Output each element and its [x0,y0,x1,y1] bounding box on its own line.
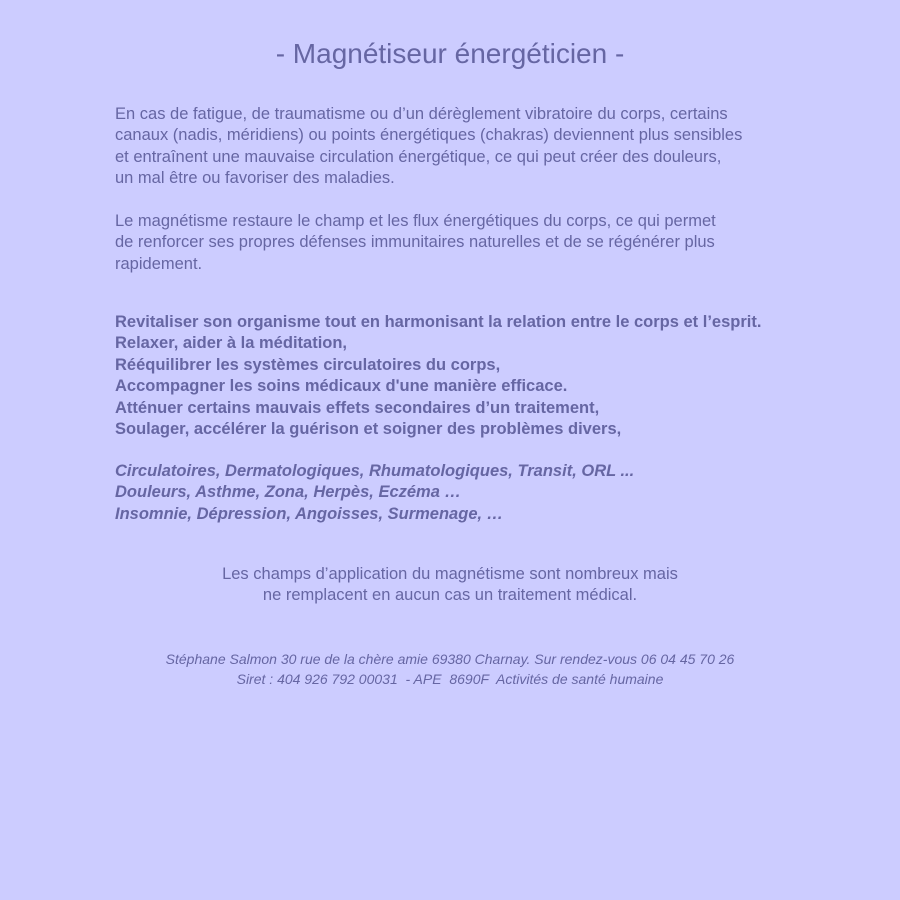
condition-item: Douleurs, Asthme, Zona, Herpès, Eczéma … [115,483,461,502]
intro-line: et entraînent une mauvaise circulation énergétique, ce qui peut créer des douleurs, [115,147,722,166]
footer [0,649,900,689]
benefit-item: Atténuer certains mauvais effets secondaires d’un traitement, [115,398,600,417]
footer-address: Stéphane Salmon 30 rue de la chère amie 69380 Charnay. Sur rendez-vous 06 04 45 70 26 [165,651,735,667]
condition-item: Circulatoires, Dermatologiques, Rhumatologiques, Transit, ORL ... [115,462,635,480]
footer-siret: Siret : 404 926 792 00031 - APE 8690F Activités de santé humaine [236,671,664,687]
notice-line: Les champs d’application du magnétisme sont nombreux mais [222,565,678,583]
magnetisme-paragraph [115,211,885,275]
page-title: - Magnétiseur énergéticien - [275,38,625,69]
conditions-list [115,461,885,525]
notice-line: ne remplacent en aucun cas un traitement médical. [262,586,638,605]
intro-line: canaux (nadis, méridiens) ou points énergétiques (chakras) deviennent plus sensibles [115,126,743,145]
condition-item: Insomnie, Dépression, Angoisses, Surmenage, … [115,504,504,523]
magnetisme-line: de renforcer ses propres défenses immunitaires naturelles et de se régénérer plus [115,233,715,252]
benefit-item: Soulager, accélérer la guérison et soigner des problèmes divers, [115,420,622,439]
benefit-item: Accompagner les soins médicaux d'une manière efficace. [115,377,568,396]
benefit-item: Relaxer, aider à la méditation, [115,334,348,353]
intro-paragraph [115,104,885,190]
intro-line: En cas de fatigue, de traumatisme ou d’un dérèglement vibratoire du corps, certains [115,105,728,123]
benefit-item: Revitaliser son organisme tout en harmonisant la relation entre le corps et l’esprit. [115,313,762,331]
disclaimer-notice [0,564,900,607]
magnetisme-line: Le magnétisme restaure le champ et les flux énergétiques du corps, ce qui permet [115,212,716,230]
benefit-item: Rééquilibrer les systèmes circulatoires du corps, [115,355,501,374]
intro-line: un mal être ou favoriser des maladies. [115,169,395,188]
magnetisme-line: rapidement. [115,254,203,273]
benefits-list [115,312,885,440]
